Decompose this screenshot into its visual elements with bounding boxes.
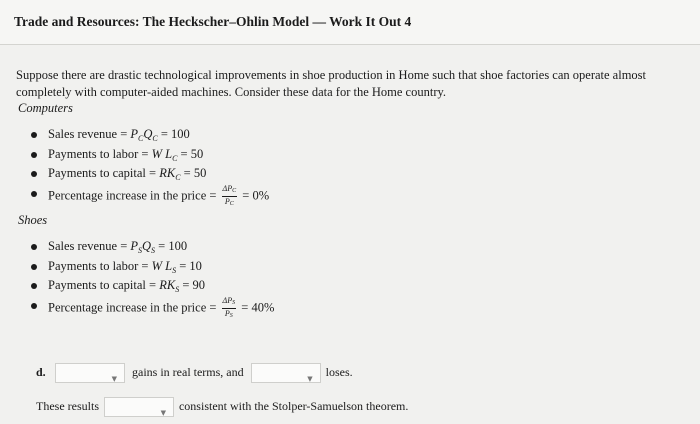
results-start-text: These results bbox=[36, 399, 99, 413]
computers-list bbox=[28, 125, 270, 207]
item-label: Percentage increase in the price = bbox=[48, 299, 220, 314]
question-d-label: d. bbox=[36, 365, 46, 379]
shoes-list bbox=[28, 237, 275, 319]
computers-price-increase: Percentage increase in the price = $\frac{\text{ΔPC}}{PC}$ = 0% bbox=[28, 184, 269, 204]
item-value: 90 bbox=[192, 278, 205, 292]
price-change-fraction: $\frac{\text{ΔPC}}{PC}$ bbox=[222, 183, 237, 207]
item-label: Payments to capital = bbox=[48, 166, 160, 180]
computers-payments-labor: Payments to labor = W $L_C = 50$ bbox=[28, 145, 269, 165]
item-value: 40% bbox=[251, 299, 275, 314]
item-label: Sales revenue = bbox=[48, 239, 131, 253]
section-heading-computers: Computers bbox=[18, 101, 73, 115]
item-label: Payments to labor = bbox=[48, 258, 152, 273]
gainer-dropdown[interactable] bbox=[55, 363, 125, 383]
computers-payments-capital: Payments to capital = $RK_C = 50$ bbox=[28, 164, 269, 184]
chevron-down-icon: ▼ bbox=[160, 409, 166, 418]
item-value: 10 bbox=[189, 258, 202, 273]
item-label: Percentage increase in the price = bbox=[48, 187, 220, 202]
computers-sales-revenue: Sales revenue = $P_CQ_C = 100$ bbox=[28, 125, 269, 145]
question-d-middle-text: gains in real terms, and bbox=[132, 365, 244, 379]
item-value: 0% bbox=[252, 187, 270, 202]
item-value: 50 bbox=[190, 146, 204, 161]
shoes-payments-labor: Payments to labor = W $L_S = 10$ bbox=[28, 257, 274, 277]
loser-dropdown[interactable] bbox=[251, 363, 321, 383]
item-label: Sales revenue = bbox=[48, 127, 131, 141]
shoes-sales-revenue: Sales revenue = $P_SQ_S = 100$ bbox=[28, 237, 274, 257]
math-expression: $P_SQ_S$ bbox=[130, 239, 156, 255]
consistency-dropdown[interactable] bbox=[104, 397, 174, 417]
math-expression: $RK_S$ bbox=[159, 278, 180, 294]
chevron-down-icon: ▼ bbox=[307, 375, 313, 384]
item-value: 100 bbox=[171, 127, 190, 141]
item-value: 100 bbox=[168, 239, 188, 253]
intro-text: Suppose there are drastic technological improvements in shoe production in Home such that shoe factories can operate almost completely with computer-aided machines. Consider these data for the Home country. bbox=[16, 68, 647, 99]
page-header bbox=[0, 0, 700, 45]
section-heading-shoes: Shoes bbox=[18, 213, 48, 227]
question-d-end-text: loses. bbox=[325, 365, 353, 379]
math-expression: W $L_S$ bbox=[151, 258, 177, 275]
math-expression: $RK_C$ bbox=[159, 166, 181, 182]
chevron-down-icon: ▼ bbox=[111, 375, 117, 384]
shoes-price-increase: Percentage increase in the price = $\frac{\text{ΔPS}}{PS}$ = 40% bbox=[28, 296, 274, 316]
item-value: 50 bbox=[193, 166, 207, 180]
page-title: Trade and Resources: The Heckscher–Ohlin Model — Work It Out 4 bbox=[14, 14, 412, 29]
math-expression: W $L_C$ bbox=[151, 146, 178, 163]
item-label: Payments to labor = bbox=[48, 146, 152, 161]
math-expression: $P_CQ_C$ bbox=[130, 127, 158, 143]
question-d-row bbox=[36, 361, 353, 383]
item-label: Payments to capital = bbox=[48, 278, 160, 292]
shoes-payments-capital: Payments to capital = $RK_S = 90$ bbox=[28, 276, 274, 296]
question-panel bbox=[0, 45, 700, 421]
price-change-fraction: $\frac{\text{ΔPS}}{PS}$ bbox=[222, 295, 236, 319]
question-results-row bbox=[36, 395, 408, 417]
results-end-text: consistent with the Stolper-Samuelson theorem. bbox=[178, 399, 409, 413]
